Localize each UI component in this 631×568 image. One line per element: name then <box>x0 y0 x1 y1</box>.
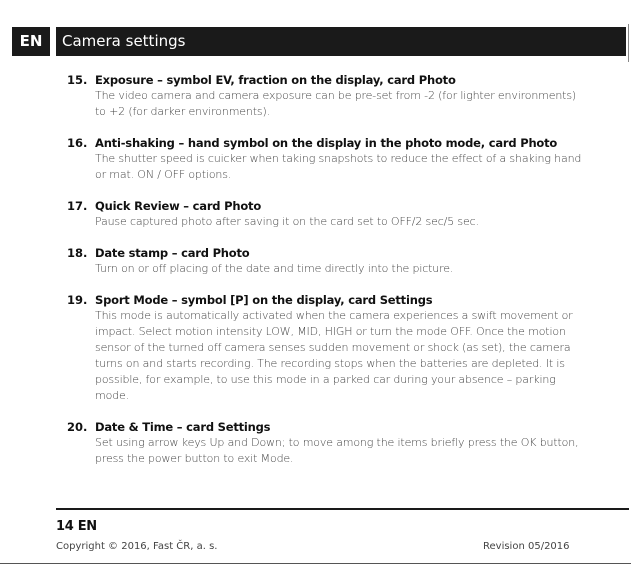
settings-item <box>0 292 631 404</box>
revision-label: Revision 05/2016 <box>483 541 570 552</box>
item-title: Sport Mode – symbol [P] on the display, card Settings <box>95 293 433 307</box>
item-title: Exposure – symbol EV, fraction on the display, card Photo <box>95 73 456 87</box>
settings-item <box>0 72 631 120</box>
page-header <box>0 27 631 56</box>
item-title: Date & Time – card Settings <box>95 420 271 434</box>
item-description: The shutter speed is cuicker when taking snapshots to reduce the effect of a shaking hand or mat. ON / OFF options. <box>95 152 582 181</box>
settings-item <box>0 419 631 467</box>
item-number: 17. <box>67 199 88 213</box>
section-title: Camera settings <box>56 27 626 56</box>
item-number: 18. <box>67 246 88 260</box>
header-edge-rule <box>628 24 629 62</box>
item-number: 19. <box>67 293 88 307</box>
item-number: 16. <box>67 136 88 150</box>
item-description: Turn on or off placing of the date and time directly into the picture. <box>95 262 454 275</box>
settings-list <box>0 72 631 482</box>
item-description: This mode is automatically activated when the camera experiences a swift movement or impact. Select motion intensity LOW, MID, HIGH or turn the mode OFF. Once the motion sensor of the turned off camera senses sudden movement or shock (as set), the camera turns on and starts recording. The recording stops when the batteries are depleted. It is possible, for example, to use this mode in a parked car during your absence – parking mode. <box>95 309 573 402</box>
item-title: Anti-shaking – hand symbol on the display in the photo mode, card Photo <box>95 136 558 150</box>
settings-item <box>0 135 631 183</box>
item-description: Set using arrow keys Up and Down; to move among the items briefly press the OK button, press the power button to exit Mode. <box>95 436 579 465</box>
item-title: Date stamp – card Photo <box>95 246 250 260</box>
item-title: Quick Review – card Photo <box>95 199 262 213</box>
language-badge: EN <box>12 27 50 56</box>
settings-item <box>0 245 631 277</box>
footer-divider <box>56 508 629 510</box>
item-description: Pause captured photo after saving it on the card set to OFF/2 sec/5 sec. <box>95 215 479 228</box>
item-number: 20. <box>67 420 88 434</box>
item-number: 15. <box>67 73 88 87</box>
page-number: 14 EN <box>56 519 97 534</box>
bottom-divider <box>0 563 631 564</box>
copyright-notice: Copyright © 2016, Fast ČR, a. s. <box>56 541 218 552</box>
item-description: The video camera and camera exposure can be pre-set from -2 (for lighter environments) to +2 (for darker environments). <box>95 89 577 118</box>
settings-item <box>0 198 631 230</box>
